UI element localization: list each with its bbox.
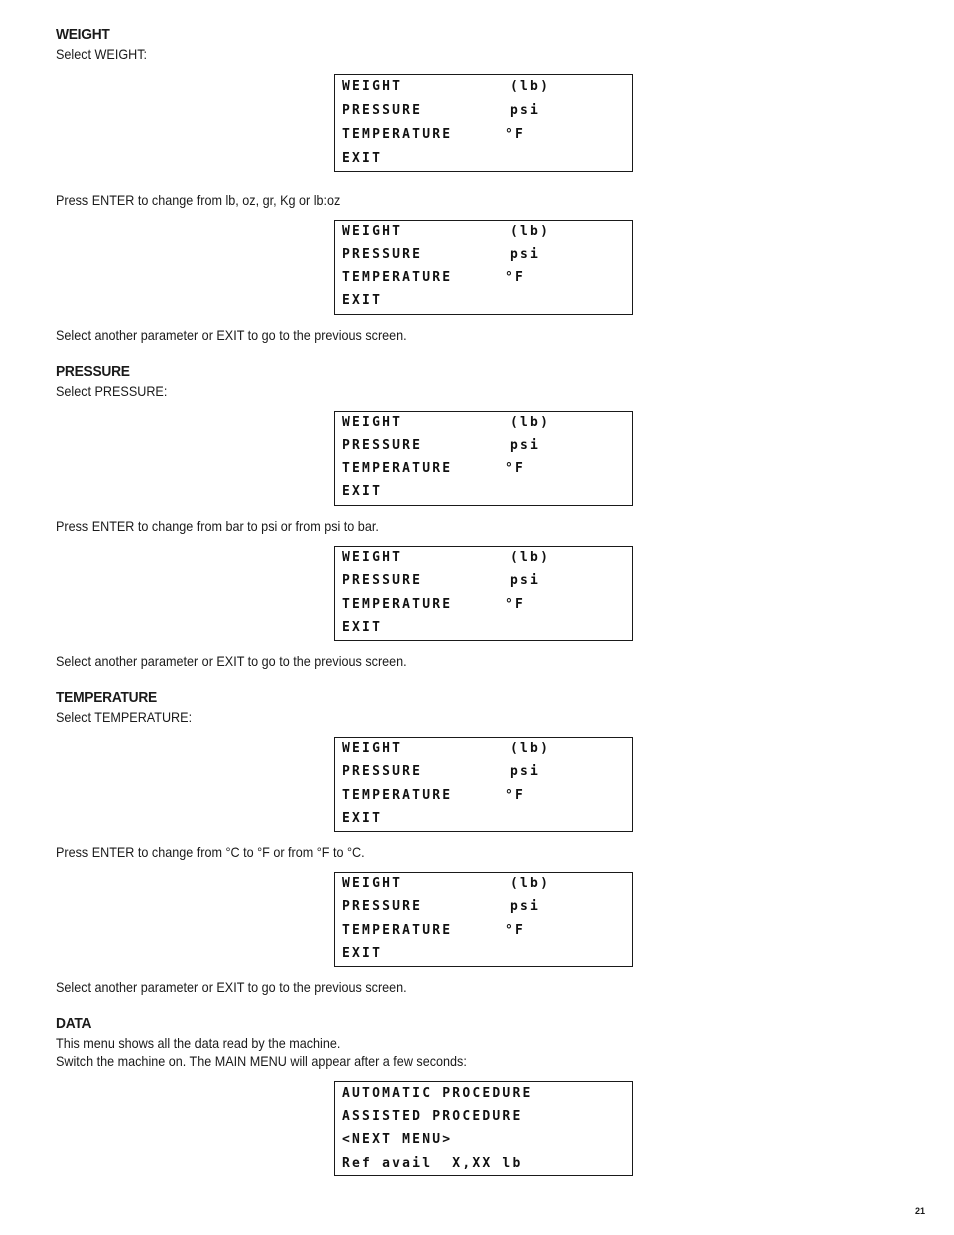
instruction-after-pressure: Select another parameter or EXIT to go to the previous screen.	[56, 653, 407, 669]
lcd-label-temperature: TEMPERATURE	[342, 461, 453, 476]
lcd-value-pressure: psi	[510, 764, 541, 779]
data-description-line2: Switch the machine on. The MAIN MENU will appear after a few seconds:	[56, 1053, 467, 1069]
lcd-value-temperature: °F	[505, 127, 526, 142]
instruction-press-pressure: Press ENTER to change from bar to psi or from psi to bar.	[56, 518, 379, 534]
lcd-display-temperature-1	[334, 737, 633, 832]
lcd-label-weight: WEIGHT	[342, 224, 403, 239]
lcd-label-temperature: TEMPERATURE	[342, 270, 453, 285]
lcd-label-temperature: TEMPERATURE	[342, 788, 453, 803]
lcd-label-exit: EXIT	[342, 811, 383, 826]
lcd-label-pressure: PRESSURE	[342, 573, 423, 588]
lcd-label-temperature: TEMPERATURE	[342, 923, 453, 938]
lcd-menu-assisted-procedure: ASSISTED PROCEDURE	[342, 1109, 523, 1124]
instruction-press-temperature: Press ENTER to change from °C to °F or from °F to °C.	[56, 844, 365, 860]
lcd-value-pressure: psi	[510, 103, 541, 118]
instruction-press-weight: Press ENTER to change from lb, oz, gr, Kg or lb:oz	[56, 192, 341, 208]
lcd-value-pressure: psi	[510, 899, 541, 914]
instruction-select-weight: Select WEIGHT:	[56, 46, 148, 62]
lcd-label-exit: EXIT	[342, 151, 383, 166]
lcd-value-pressure: psi	[510, 247, 541, 262]
lcd-value-weight: (lb)	[510, 79, 551, 94]
lcd-value-pressure: psi	[510, 438, 541, 453]
instruction-select-pressure: Select PRESSURE:	[56, 383, 168, 399]
section-title-data: DATA	[56, 1015, 92, 1032]
lcd-label-pressure: PRESSURE	[342, 899, 423, 914]
lcd-display-weight-2	[334, 220, 633, 315]
lcd-value-temperature: °F	[505, 597, 526, 612]
lcd-label-temperature: TEMPERATURE	[342, 127, 453, 142]
lcd-label-exit: EXIT	[342, 946, 383, 961]
lcd-label-temperature: TEMPERATURE	[342, 597, 453, 612]
lcd-menu-automatic-procedure: AUTOMATIC PROCEDURE	[342, 1086, 533, 1101]
data-description-line1: This menu shows all the data read by the machine.	[56, 1035, 341, 1051]
page-number: 21	[914, 1206, 925, 1216]
instruction-select-temperature: Select TEMPERATURE:	[56, 709, 193, 725]
section-title-temperature: TEMPERATURE	[56, 689, 157, 706]
lcd-label-exit: EXIT	[342, 484, 383, 499]
lcd-display-pressure-2	[334, 546, 633, 641]
lcd-display-temperature-2	[334, 872, 633, 967]
lcd-menu-next-menu: <NEXT MENU>	[342, 1132, 453, 1147]
lcd-value-temperature: °F	[505, 270, 526, 285]
lcd-menu-ref-avail: Ref avail X,XX lb	[342, 1156, 523, 1171]
lcd-label-pressure: PRESSURE	[342, 103, 423, 118]
lcd-value-temperature: °F	[505, 788, 526, 803]
lcd-value-weight: (lb)	[510, 550, 551, 565]
lcd-label-pressure: PRESSURE	[342, 247, 423, 262]
lcd-label-weight: WEIGHT	[342, 79, 403, 94]
lcd-label-pressure: PRESSURE	[342, 438, 423, 453]
lcd-label-exit: EXIT	[342, 620, 383, 635]
lcd-display-pressure-1	[334, 411, 633, 506]
lcd-label-pressure: PRESSURE	[342, 764, 423, 779]
lcd-label-exit: EXIT	[342, 293, 383, 308]
lcd-label-weight: WEIGHT	[342, 415, 403, 430]
lcd-display-main-menu	[334, 1081, 633, 1176]
lcd-value-pressure: psi	[510, 573, 541, 588]
lcd-display-weight-1	[334, 74, 633, 172]
lcd-value-temperature: °F	[505, 923, 526, 938]
lcd-label-weight: WEIGHT	[342, 876, 403, 891]
lcd-label-weight: WEIGHT	[342, 550, 403, 565]
lcd-label-weight: WEIGHT	[342, 741, 403, 756]
section-title-pressure: PRESSURE	[56, 363, 130, 380]
instruction-after-weight: Select another parameter or EXIT to go to the previous screen.	[56, 327, 407, 343]
instruction-after-temperature: Select another parameter or EXIT to go to the previous screen.	[56, 979, 407, 995]
lcd-value-weight: (lb)	[510, 876, 551, 891]
section-title-weight: WEIGHT	[56, 26, 110, 43]
lcd-value-weight: (lb)	[510, 224, 551, 239]
lcd-value-temperature: °F	[505, 461, 526, 476]
lcd-value-weight: (lb)	[510, 741, 551, 756]
lcd-value-weight: (lb)	[510, 415, 551, 430]
